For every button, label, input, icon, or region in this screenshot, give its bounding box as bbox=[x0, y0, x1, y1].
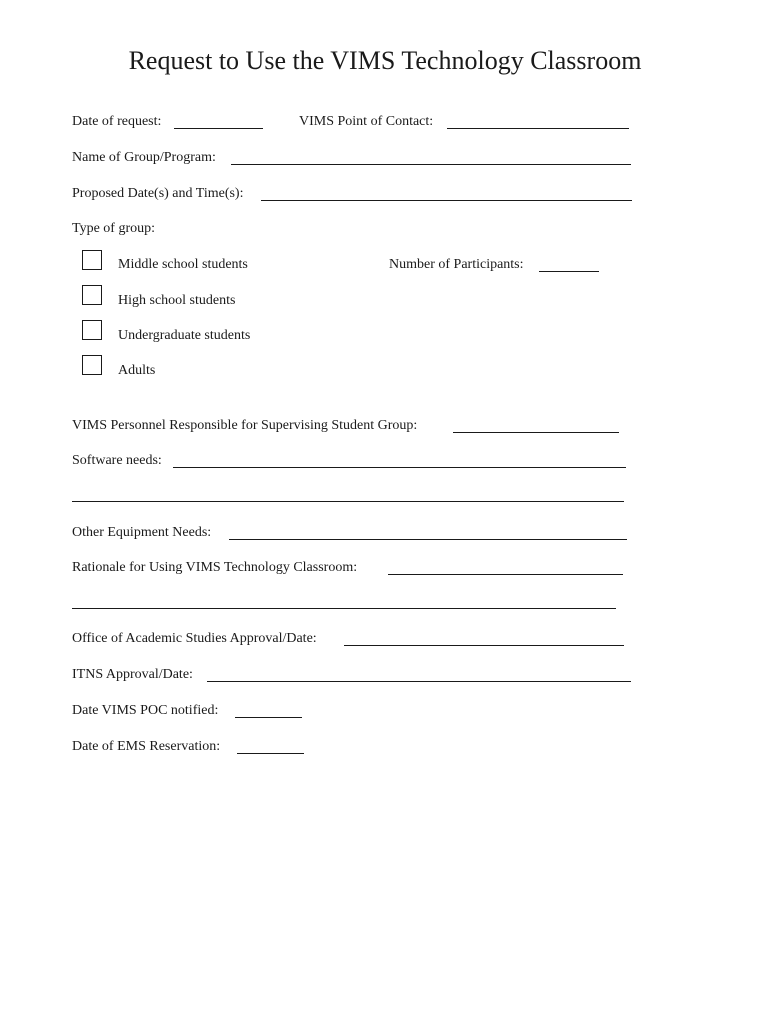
group-program-label: Name of Group/Program: bbox=[72, 150, 216, 165]
other-equipment-label: Other Equipment Needs: bbox=[72, 525, 212, 540]
form-title: Request to Use the VIMS Technology Classroom bbox=[128, 46, 642, 75]
proposed-dates-field[interactable] bbox=[261, 200, 632, 201]
checkbox-adults[interactable] bbox=[82, 355, 102, 375]
group-type-adults: Adults bbox=[118, 363, 156, 378]
ems-reservation-label: Date of EMS Reservation: bbox=[72, 739, 221, 754]
academic-approval-label: Office of Academic Studies Approval/Date: bbox=[72, 631, 317, 646]
date-of-request-label: Date of request: bbox=[72, 114, 162, 129]
rationale-field-continued[interactable] bbox=[72, 608, 616, 609]
itns-approval-label: ITNS Approval/Date: bbox=[72, 667, 193, 682]
checkbox-middle-school[interactable] bbox=[82, 250, 102, 270]
software-needs-label: Software needs: bbox=[72, 453, 162, 468]
personnel-responsible-field[interactable] bbox=[453, 432, 619, 433]
number-of-participants-field[interactable] bbox=[539, 271, 599, 272]
checkbox-high-school[interactable] bbox=[82, 285, 102, 305]
point-of-contact-label: VIMS Point of Contact: bbox=[299, 114, 434, 129]
proposed-dates-label: Proposed Date(s) and Time(s): bbox=[72, 186, 244, 201]
software-needs-field[interactable] bbox=[173, 467, 626, 468]
poc-notified-label: Date VIMS POC notified: bbox=[72, 703, 219, 718]
date-of-request-field[interactable] bbox=[174, 128, 263, 129]
group-type-high-school: High school students bbox=[118, 293, 236, 308]
type-of-group-label: Type of group: bbox=[72, 221, 156, 236]
ems-reservation-field[interactable] bbox=[237, 753, 304, 754]
point-of-contact-field[interactable] bbox=[447, 128, 629, 129]
group-type-undergraduate: Undergraduate students bbox=[118, 328, 251, 343]
checkbox-undergraduate[interactable] bbox=[82, 320, 102, 340]
itns-approval-field[interactable] bbox=[207, 681, 631, 682]
personnel-responsible-label: VIMS Personnel Responsible for Supervising Student Group: bbox=[72, 418, 418, 433]
group-type-middle-school: Middle school students bbox=[118, 257, 248, 272]
number-of-participants-label: Number of Participants: bbox=[389, 257, 524, 272]
rationale-field[interactable] bbox=[388, 574, 623, 575]
software-needs-field-continued[interactable] bbox=[72, 501, 624, 502]
group-program-field[interactable] bbox=[231, 164, 631, 165]
academic-approval-field[interactable] bbox=[344, 645, 624, 646]
other-equipment-field[interactable] bbox=[229, 539, 627, 540]
rationale-label: Rationale for Using VIMS Technology Classroom: bbox=[72, 560, 358, 575]
poc-notified-field[interactable] bbox=[235, 717, 302, 718]
